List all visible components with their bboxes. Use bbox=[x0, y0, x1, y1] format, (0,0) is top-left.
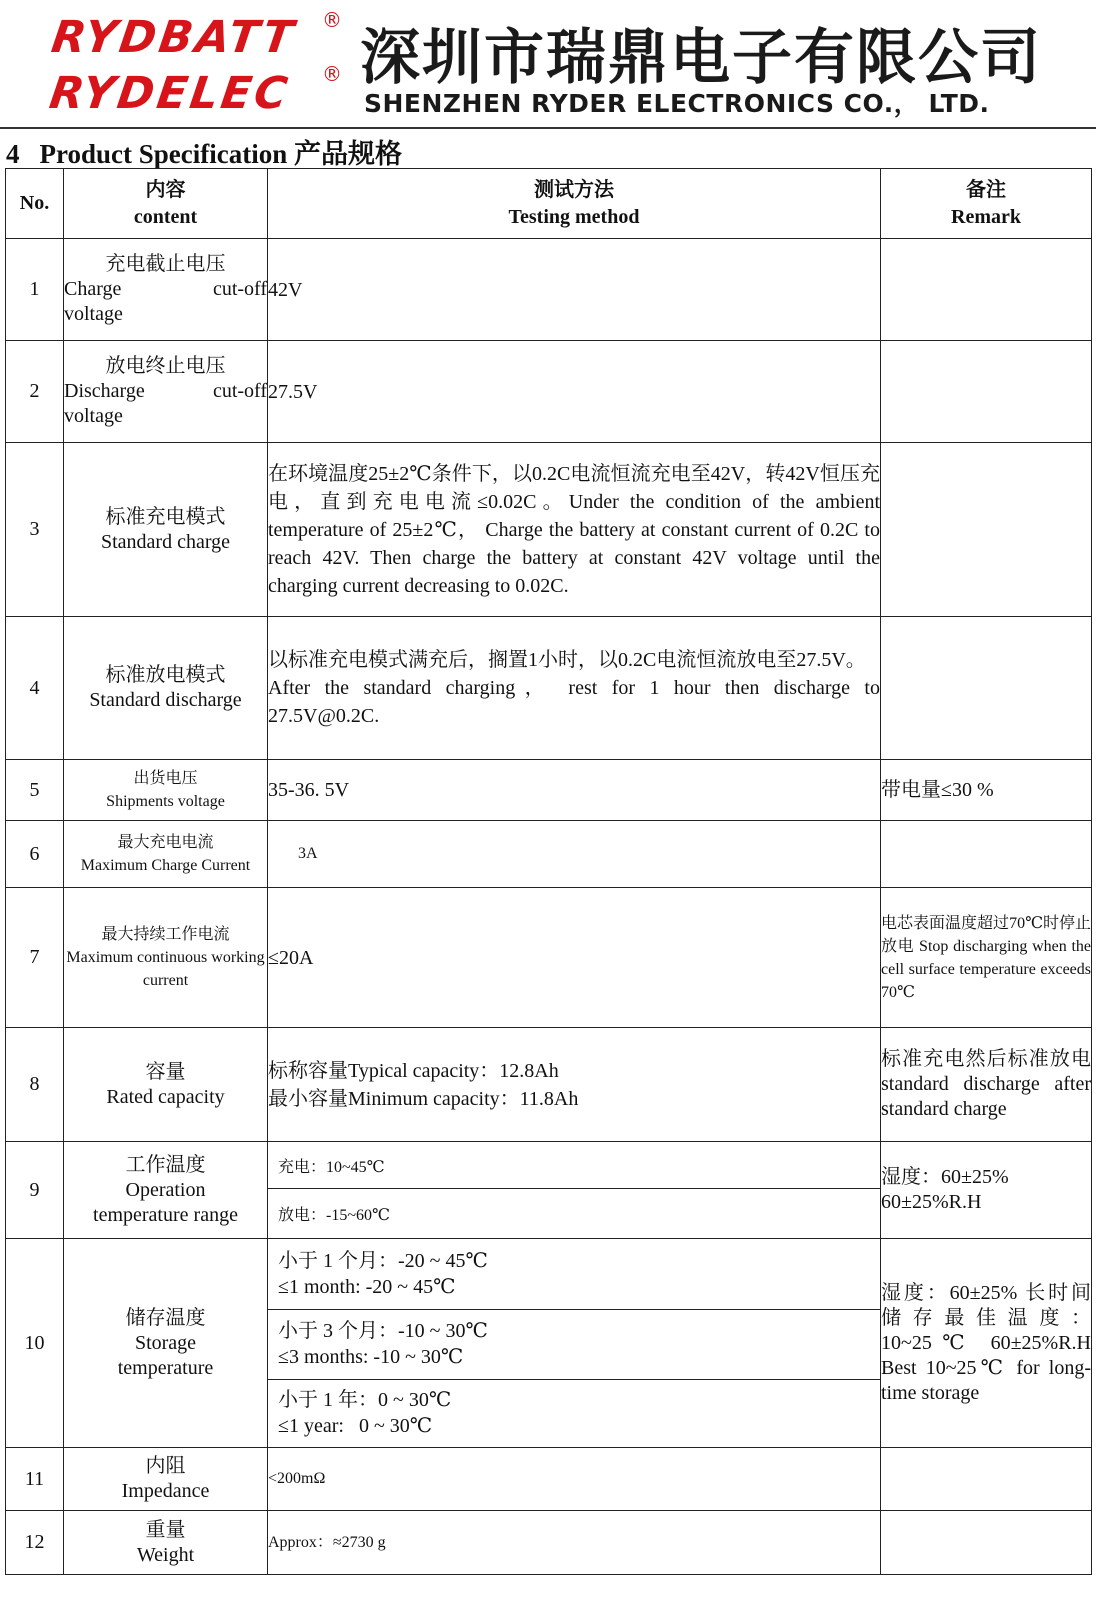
header-remark bbox=[881, 169, 1092, 239]
row-method: 27.5V bbox=[268, 341, 881, 443]
row-content bbox=[64, 760, 268, 821]
content-en: Shipments voltage bbox=[106, 793, 225, 810]
row-remark bbox=[881, 341, 1092, 443]
row-remark bbox=[881, 239, 1092, 341]
method-line: ≤1 year: 0 ~ 30℃ bbox=[278, 1415, 433, 1437]
row-number: 8 bbox=[6, 1028, 64, 1142]
table-row bbox=[6, 1239, 1092, 1448]
method-line: ≤3 months: -10 ~ 30℃ bbox=[278, 1346, 464, 1368]
method-line: 小于 3 个月：-10 ~ 30℃ bbox=[278, 1320, 488, 1342]
row-number: 9 bbox=[6, 1142, 64, 1239]
content-en: Discharge bbox=[64, 380, 145, 402]
content-en: Impedance bbox=[121, 1480, 210, 1502]
brand-logo-rydelec: RYDELEC bbox=[46, 68, 294, 119]
table-row bbox=[6, 1028, 1092, 1142]
content-en: Standard charge bbox=[100, 530, 231, 553]
method-line: ≤1 month: -20 ~ 45℃ bbox=[278, 1276, 456, 1298]
content-cn: 标准放电模式 bbox=[105, 664, 226, 686]
method-under-1-month bbox=[268, 1240, 880, 1309]
method-line: 小于 1 个月：-20 ~ 45℃ bbox=[278, 1250, 488, 1272]
method-en: After the standard charging， rest for 1 hour then discharge to 27.5V@0.2C. bbox=[268, 677, 880, 727]
header-no: No. bbox=[6, 169, 64, 239]
content-en: temperature bbox=[117, 1356, 214, 1379]
content-cn: 标准充电模式 bbox=[105, 505, 226, 528]
row-content bbox=[64, 821, 268, 888]
header-method bbox=[268, 169, 881, 239]
registered-mark: ® bbox=[322, 62, 342, 86]
content-en: voltage bbox=[64, 303, 123, 325]
content-cn: 最大充电电流 bbox=[117, 834, 214, 851]
row-remark: 电芯表面温度超过70℃时停止放电 Stop discharging when the cell surface temperature exceeds 70℃ bbox=[881, 888, 1092, 1028]
header-content bbox=[64, 169, 268, 239]
row-content bbox=[64, 341, 268, 443]
company-name-english: SHENZHEN RYDER ELECTRONICS CO.， LTD. bbox=[364, 89, 990, 118]
method-charge: 充电：10~45℃ bbox=[278, 1158, 385, 1176]
letterhead bbox=[0, 0, 1096, 130]
table-row bbox=[6, 1511, 1092, 1575]
content-cn: 出货电压 bbox=[133, 770, 198, 787]
row-number: 7 bbox=[6, 888, 64, 1028]
row-number: 11 bbox=[6, 1448, 64, 1511]
content-cn: 放电终止电压 bbox=[105, 355, 226, 377]
row-method: 3A bbox=[268, 821, 881, 888]
row-content bbox=[64, 617, 268, 760]
row-method: Approx：≈2730 g bbox=[268, 1511, 881, 1575]
table-row bbox=[6, 821, 1092, 888]
remark-line: 60±25%R.H bbox=[881, 1191, 982, 1213]
method-cn: 以标准充电模式满充后，搁置1小时，以0.2C电流恒流放电至27.5V。 bbox=[268, 649, 866, 671]
content-cn: 工作温度 bbox=[125, 1153, 206, 1176]
header-remark-cn: 备注 bbox=[966, 178, 1006, 201]
content-en: Maximum Charge Current bbox=[80, 857, 251, 874]
content-en: Storage bbox=[134, 1331, 197, 1354]
row-remark: 湿度：60±25% 长时间储存最佳温度：10~25℃ 60±25%R.H Best 10~25℃ for long-time storage bbox=[881, 1239, 1092, 1448]
spec-table bbox=[5, 168, 1092, 1575]
row-remark bbox=[881, 1511, 1092, 1575]
method-under-1-year bbox=[268, 1379, 880, 1447]
row-content bbox=[64, 888, 268, 1028]
table-header-row bbox=[6, 169, 1092, 239]
header-divider bbox=[0, 127, 1096, 129]
table-row bbox=[6, 617, 1092, 760]
row-method: <200mΩ bbox=[268, 1448, 881, 1511]
content-cn: 最大持续工作电流 bbox=[101, 926, 230, 943]
row-number: 3 bbox=[6, 443, 64, 617]
table-row bbox=[6, 1448, 1092, 1511]
content-en: Weight bbox=[136, 1543, 195, 1566]
content-en: cut-off bbox=[212, 380, 267, 402]
row-number: 2 bbox=[6, 341, 64, 443]
header-method-cn: 测试方法 bbox=[534, 178, 614, 201]
method-under-3-months bbox=[268, 1309, 880, 1379]
table-row bbox=[6, 1142, 1092, 1239]
row-content bbox=[64, 443, 268, 617]
table-row bbox=[6, 341, 1092, 443]
row-method bbox=[268, 1028, 881, 1142]
method-discharge: 放电：-15~60℃ bbox=[268, 1188, 880, 1238]
row-number: 6 bbox=[6, 821, 64, 888]
row-method: 在环境温度25±2℃条件下，以0.2C电流恒流充电至42V，转42V恒压充电，直到充电电流≤0.02C。Under the condition of the ambient temperature of 25±2℃， Charge the battery at constant current of 0.2C to reach 42V. Then charge the battery at constant 42V voltage until the charging current decreasing to 0.02C. bbox=[268, 443, 881, 617]
content-cn: 容量 bbox=[145, 1060, 186, 1083]
row-method: ≤20A bbox=[268, 888, 881, 1028]
row-remark: 带电量≤30 % bbox=[881, 760, 1092, 821]
content-en: Rated capacity bbox=[106, 1085, 225, 1108]
registered-mark: ® bbox=[322, 8, 342, 32]
content-cn: 储存温度 bbox=[125, 1306, 206, 1329]
row-remark bbox=[881, 821, 1092, 888]
row-number: 10 bbox=[6, 1239, 64, 1448]
table-row bbox=[6, 239, 1092, 341]
content-cn: 内阻 bbox=[145, 1455, 186, 1477]
header-content-en: content bbox=[133, 205, 198, 228]
content-en: Standard discharge bbox=[89, 689, 242, 711]
method-line: 小于 1 年：0 ~ 30℃ bbox=[278, 1389, 452, 1411]
row-method bbox=[268, 1142, 881, 1239]
company-name-chinese: 深圳市瑞鼎电子有限公司 bbox=[360, 23, 1042, 93]
row-content bbox=[64, 1142, 268, 1239]
section-title-text: Product Specification 产品规格 bbox=[39, 139, 402, 169]
row-remark bbox=[881, 617, 1092, 760]
header-method-en: Testing method bbox=[508, 205, 640, 228]
content-cn: 重量 bbox=[145, 1518, 186, 1541]
row-content bbox=[64, 1239, 268, 1448]
content-en: Charge bbox=[64, 278, 122, 300]
row-number: 5 bbox=[6, 760, 64, 821]
method-line: 最小容量Minimum capacity：11.8Ah bbox=[268, 1087, 579, 1110]
row-content bbox=[64, 1448, 268, 1511]
row-remark: 标准充电然后标准放电 standard discharge after standard charge bbox=[881, 1028, 1092, 1142]
brand-logo-rydbatt: RYDBATT bbox=[48, 12, 300, 63]
table-row bbox=[6, 443, 1092, 617]
remark-line: 湿度：60±25% bbox=[881, 1166, 1009, 1188]
method-line: 标称容量Typical capacity：12.8Ah bbox=[268, 1059, 559, 1082]
row-content bbox=[64, 1028, 268, 1142]
content-en: cut-off bbox=[212, 278, 267, 300]
content-en: voltage bbox=[64, 405, 123, 427]
content-en: Operation bbox=[125, 1178, 206, 1201]
row-method: 35-36. 5V bbox=[268, 760, 881, 821]
section-title bbox=[6, 132, 402, 171]
row-method: 42V bbox=[268, 239, 881, 341]
row-number: 1 bbox=[6, 239, 64, 341]
row-method bbox=[268, 617, 881, 760]
row-content bbox=[64, 1511, 268, 1575]
row-remark bbox=[881, 443, 1092, 617]
header-content-cn: 内容 bbox=[145, 178, 186, 201]
row-remark bbox=[881, 1142, 1092, 1239]
row-number: 12 bbox=[6, 1511, 64, 1575]
row-remark bbox=[881, 1448, 1092, 1511]
row-content bbox=[64, 239, 268, 341]
content-cn: 充电截止电压 bbox=[105, 253, 226, 275]
table-row bbox=[6, 888, 1092, 1028]
content-en: temperature range bbox=[93, 1203, 238, 1226]
row-method bbox=[268, 1239, 881, 1448]
table-row bbox=[6, 760, 1092, 821]
row-number: 4 bbox=[6, 617, 64, 760]
section-number: 4 bbox=[6, 139, 20, 169]
header-remark-en: Remark bbox=[951, 205, 1021, 228]
content-en: Maximum continuous working current bbox=[66, 949, 265, 989]
